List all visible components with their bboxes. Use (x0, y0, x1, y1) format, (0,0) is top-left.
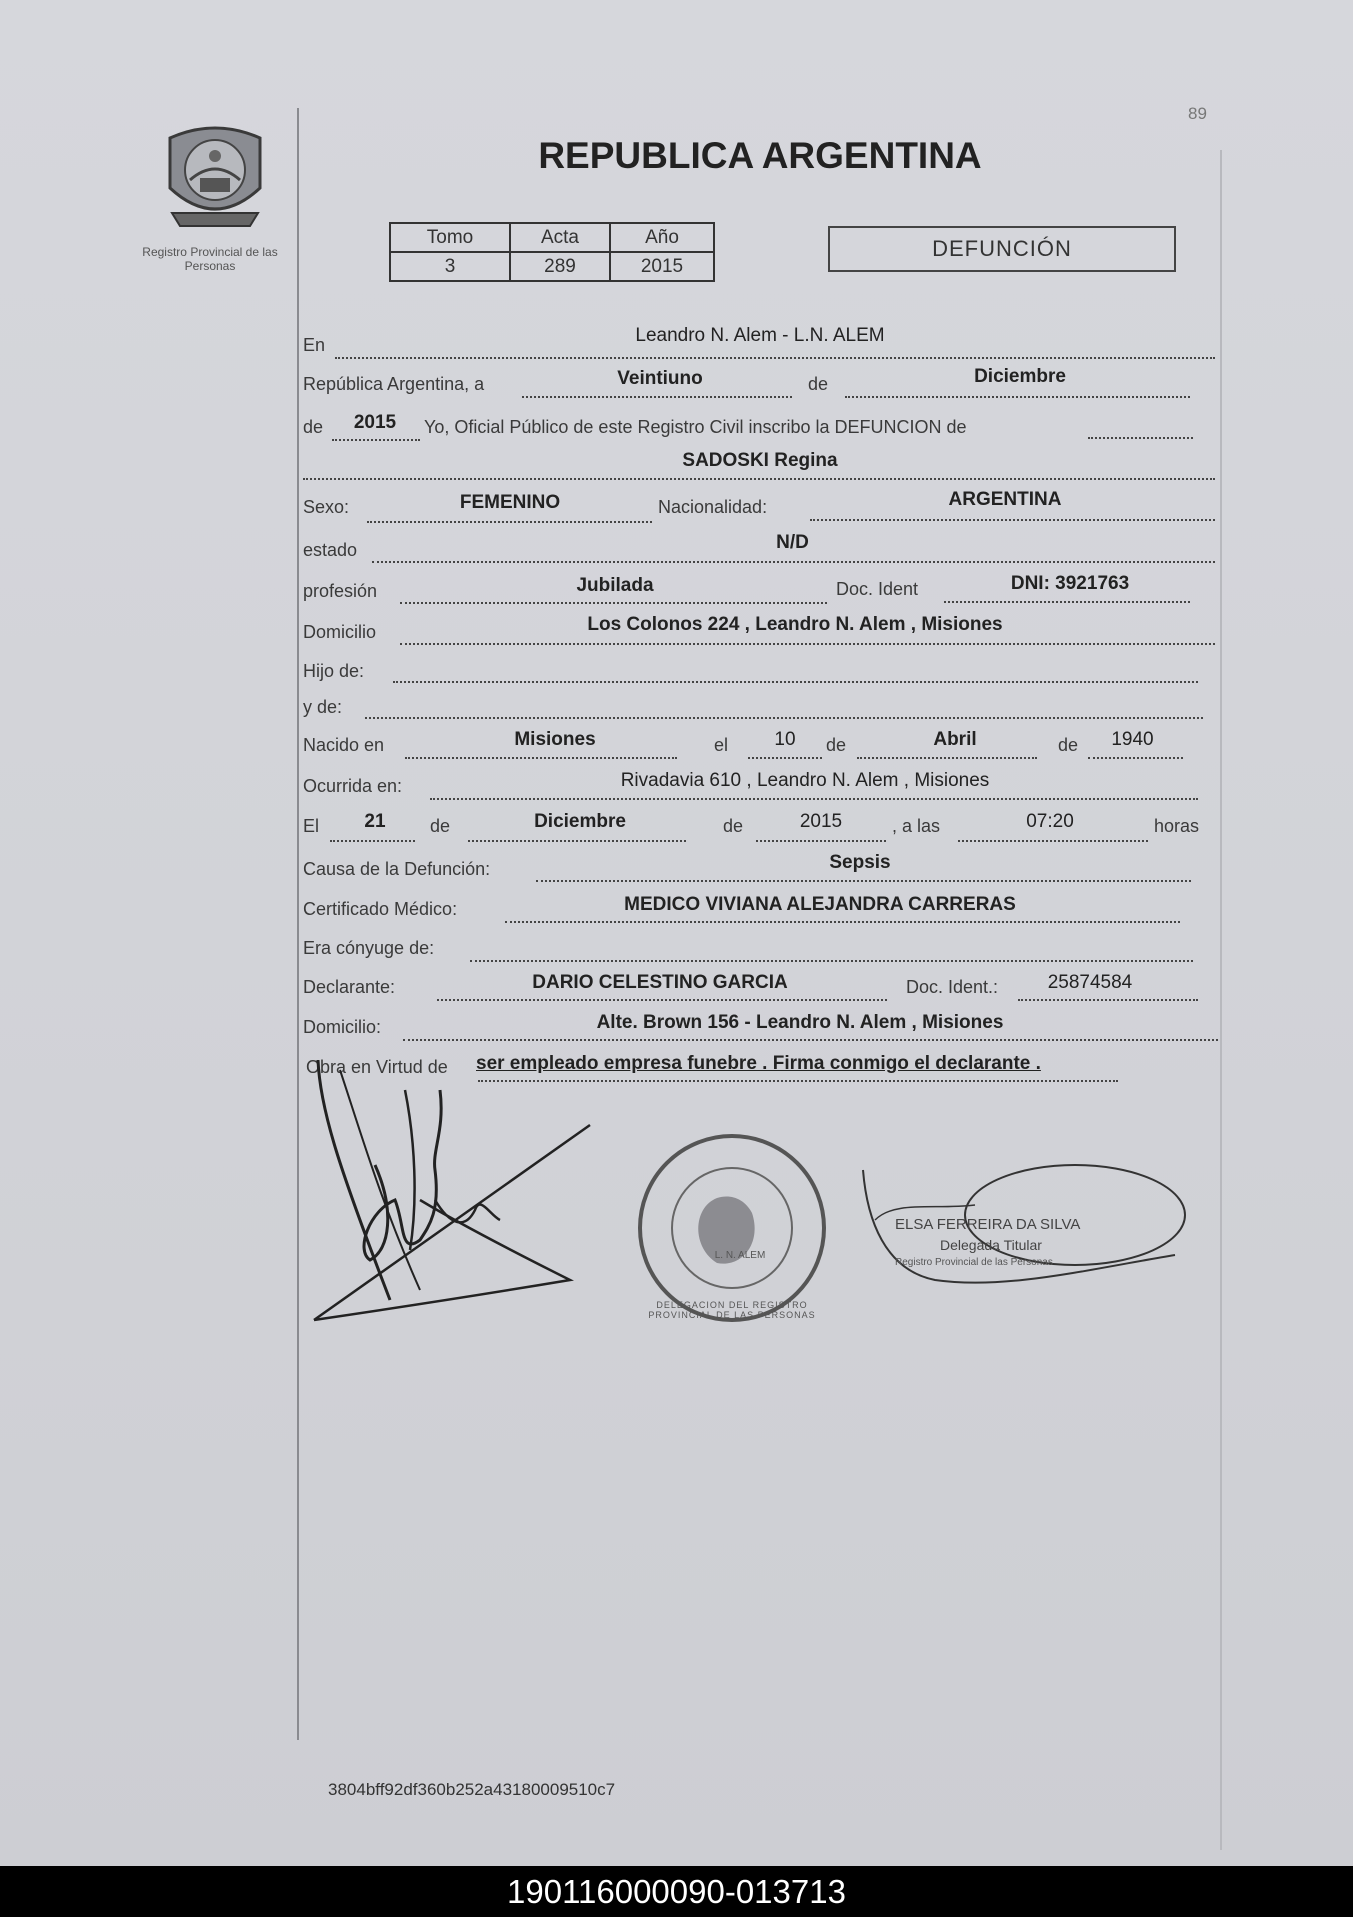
record-type-box: DEFUNCIÓN (828, 226, 1176, 272)
birth-month-value: Abril (933, 729, 977, 750)
conyuge-label: Era cónyuge de: (303, 938, 435, 958)
causa-value: Sepsis (829, 852, 891, 873)
declarante-value: DARIO CELESTINO GARCIA (532, 972, 788, 993)
name-dotted-line (303, 478, 1215, 480)
y-de-dotted-line (365, 717, 1203, 719)
estado-label: estado (303, 540, 358, 560)
death-year-value: 2015 (799, 811, 843, 832)
month-value: Diciembre (974, 366, 1066, 387)
domicilio-label: Domicilio (303, 622, 377, 642)
certificado-value: MEDICO VIVIANA ALEJANDRA CARRERAS (624, 894, 1016, 915)
certificado-label: Certificado Médico: (303, 899, 458, 919)
birth-year-value: 1940 (1111, 729, 1154, 750)
death-month-value: Diciembre (534, 811, 626, 832)
birth-de2-label: de (1058, 735, 1079, 755)
acta-header: Acta (510, 223, 610, 252)
left-margin-rule (297, 108, 299, 1740)
en-value: Leandro N. Alem - L.N. ALEM (635, 325, 885, 346)
doc2-dotted-line (1018, 999, 1198, 1001)
right-margin-rule (1220, 150, 1222, 1850)
profesion-dotted-line (400, 602, 827, 604)
official-org: Registro Provincial de las Personas (895, 1257, 1053, 1268)
certificado-dotted-line (505, 921, 1180, 923)
stamp-inner-text: L. N. ALEM (714, 1250, 766, 1261)
domicilio2-value: Alte. Brown 156 - Leandro N. Alem , Misiones (596, 1012, 1004, 1033)
nacionalidad-label: Nacionalidad: (658, 497, 768, 517)
death-day-dotted-line (330, 840, 415, 842)
nacionalidad-value: ARGENTINA (948, 489, 1062, 510)
nacido-en-dotted-line (405, 757, 677, 759)
month-dotted-line (845, 396, 1190, 398)
barcode-number-bar: 190116000090-013713 (0, 1866, 1353, 1917)
sexo-value: FEMENINO (459, 492, 561, 513)
republica-label: República Argentina, a (303, 374, 485, 394)
oficial-text: Yo, Oficial Público de este Registro Civil inscribo la DEFUNCION de (424, 417, 967, 437)
year-dotted-line (332, 439, 420, 441)
day-dotted-line (522, 396, 792, 398)
el2-label: El (303, 816, 320, 836)
death-day-value: 21 (364, 811, 386, 832)
el-label: el (714, 735, 729, 755)
deceased-name-value: SADOSKI Regina (682, 450, 838, 471)
estado-value: N/D (776, 532, 809, 553)
declarante-label: Declarante: (303, 977, 396, 997)
hijo-de-label: Hijo de: (303, 661, 365, 681)
causa-label: Causa de la Defunción: (303, 859, 491, 879)
ocurrida-dotted-line (430, 798, 1198, 800)
doc2-value: 25874584 (1047, 972, 1133, 993)
death-de-label: de (430, 816, 451, 836)
doc-ident-dotted-line (944, 601, 1190, 603)
ano-header: Año (610, 223, 714, 252)
registry-label: Registro Provincial de las Personas (142, 245, 278, 273)
en-label: En (303, 335, 326, 355)
doc-ident-value: DNI: 3921763 (1010, 573, 1130, 594)
profesion-label: profesión (303, 581, 378, 601)
oficial-dotted-line (1088, 437, 1193, 439)
ano-value: 2015 (610, 252, 714, 281)
death-month-dotted-line (468, 840, 686, 842)
birth-month-dotted-line (857, 757, 1037, 759)
declarant-signature (300, 1050, 660, 1350)
sexo-label: Sexo: (303, 497, 350, 517)
record-table (389, 222, 715, 282)
hijo-de-dotted-line (393, 681, 1198, 683)
year-prefix-label: de (303, 417, 324, 437)
domicilio-value: Los Colonos 224 , Leandro N. Alem , Misiones (587, 614, 1003, 635)
obra-label: Obra en Virtud de (306, 1057, 448, 1077)
document-hash: 3804bff92df360b252a43180009510c7 (328, 1780, 616, 1799)
domicilio2-label: Domicilio: (303, 1017, 382, 1037)
death-year-dotted-line (756, 840, 886, 842)
tomo-header: Tomo (390, 223, 510, 252)
birth-day-value: 10 (774, 729, 796, 750)
conyuge-dotted-line (470, 960, 1193, 962)
declarante-dotted-line (437, 999, 887, 1001)
official-name: ELSA FERREIRA DA SILVA (895, 1216, 1081, 1233)
estado-dotted-line (372, 561, 1215, 563)
day-word-value: Veintiuno (617, 368, 703, 389)
birth-day-dotted-line (748, 757, 822, 759)
ocurrida-label: Ocurrida en: (303, 776, 403, 796)
registry-round-stamp (632, 1128, 832, 1328)
horas-label: horas (1154, 816, 1200, 836)
alas-label: , a las (892, 816, 941, 836)
en-dotted-line (335, 357, 1215, 359)
obra-value: ser empleado empresa funebre . Firma conmigo el declarante . (476, 1053, 1041, 1074)
tomo-value: 3 (390, 252, 510, 281)
ocurrida-value: Rivadavia 610 , Leandro N. Alem , Misiones (620, 770, 990, 791)
domicilio-dotted-line (400, 643, 1215, 645)
death-de2-label: de (723, 816, 744, 836)
stamp-ring-text: DELEGACION DEL REGISTRO PROVINCIAL DE LAS PERSONAS (648, 1300, 816, 1320)
birth-de-label: de (826, 735, 847, 755)
document-title: REPUBLICA ARGENTINA (538, 135, 982, 176)
death-time-dotted-line (958, 840, 1148, 842)
domicilio2-dotted-line (403, 1039, 1218, 1041)
doc-ident-label: Doc. Ident (836, 579, 919, 599)
death-time-value: 07:20 (1026, 811, 1074, 832)
page-number: 89 (1188, 104, 1207, 123)
acta-value: 289 (510, 252, 610, 281)
nacido-en-label: Nacido en (303, 735, 385, 755)
de-label: de (808, 374, 829, 394)
y-de-label: y de: (303, 697, 343, 717)
nacionalidad-dotted-line (810, 519, 1215, 521)
year-value: 2015 (353, 412, 397, 433)
nacido-en-value: Misiones (514, 729, 596, 750)
sexo-dotted-line (367, 521, 652, 523)
province-shield-logo (150, 118, 280, 233)
causa-dotted-line (536, 880, 1191, 882)
official-title: Delegada Titular (940, 1237, 1042, 1253)
profesion-value: Jubilada (576, 575, 654, 596)
birth-year-dotted-line (1088, 757, 1183, 759)
doc2-label: Doc. Ident.: (906, 977, 999, 997)
